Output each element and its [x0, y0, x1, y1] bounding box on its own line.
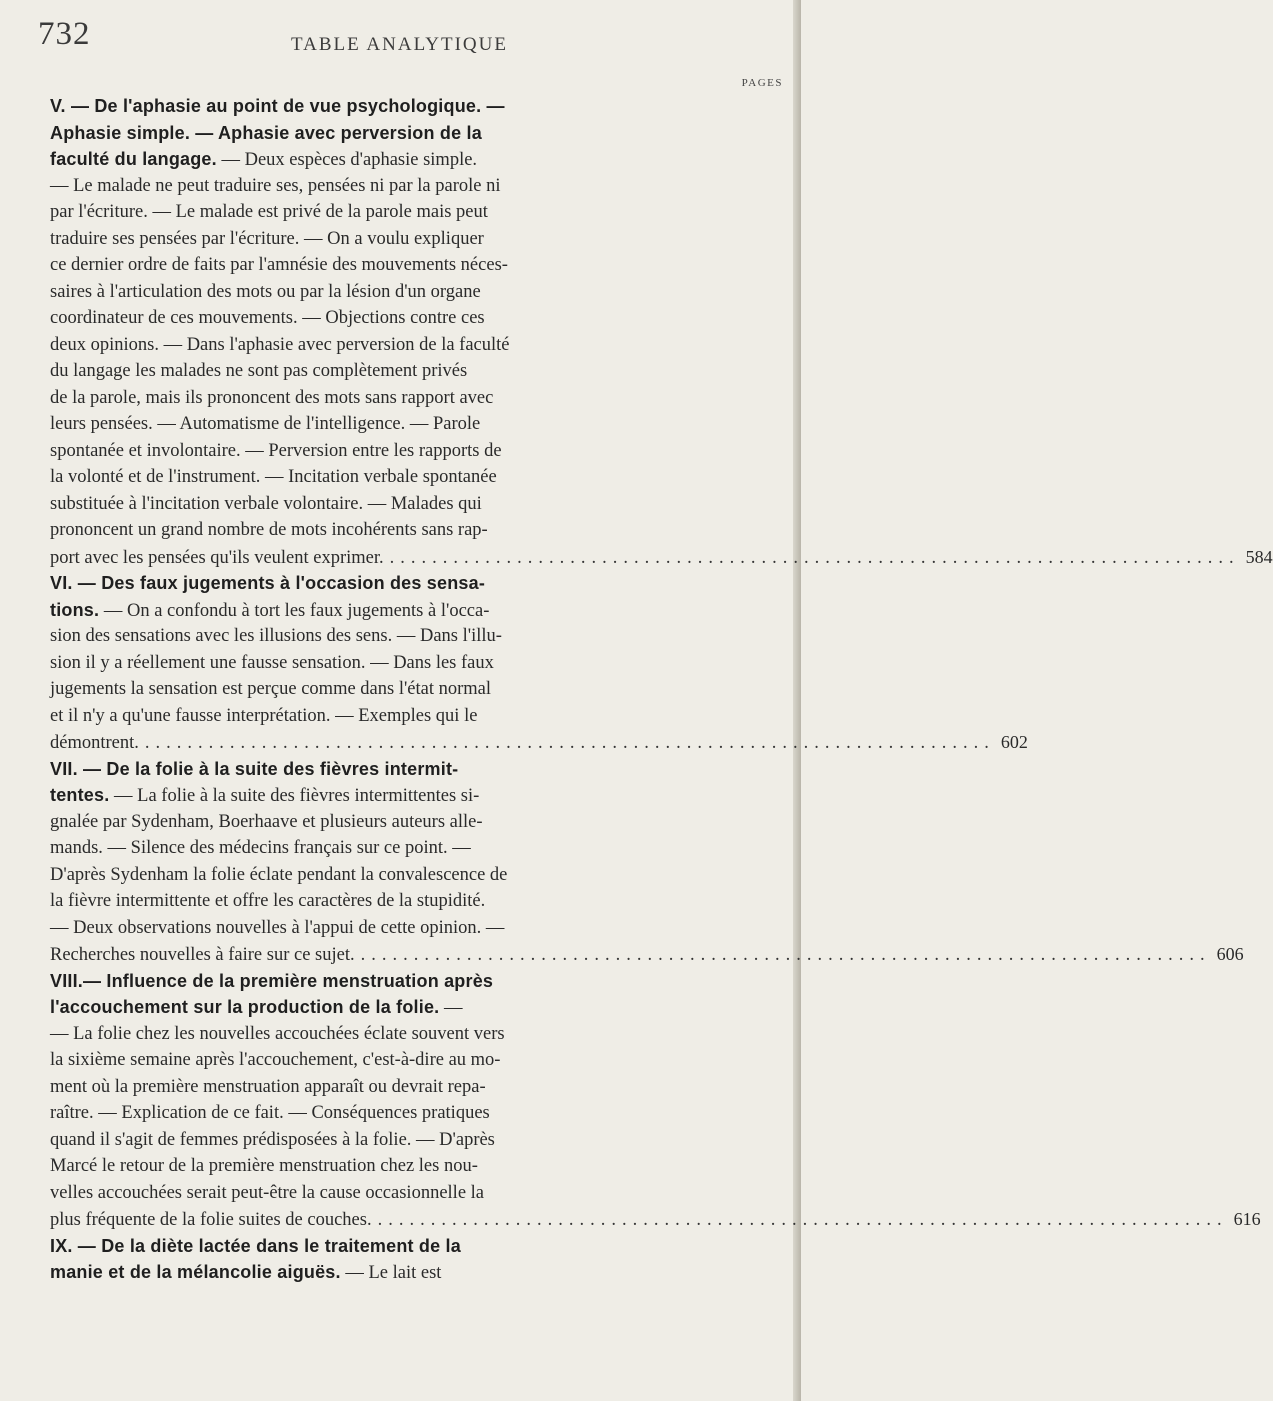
entry-line — [50, 93, 770, 120]
entry-text: deux opinions. — Dans l'aphasie avec perversion de la faculté — [50, 334, 510, 355]
entry-text: — Le malade ne peut traduire ses, pensées ni par la parole ni — [50, 175, 501, 196]
entry-text: — La folie à la suite des fièvres intermittentes si- — [109, 786, 480, 806]
entry-text: Marcé le retour de la première menstruation chez les nou- — [50, 1156, 478, 1176]
entry-text: traduire ses pensées par l'écriture. — On a voulu expliquer — [50, 228, 484, 249]
entry-line — [50, 650, 770, 677]
entry-line — [50, 1233, 770, 1260]
entry-line — [50, 968, 770, 995]
entry-text: jugements la sensation est perçue comme dans l'état normal — [50, 679, 492, 699]
entry-text: — Deux espèces d'aphasie simple. — [216, 150, 478, 170]
entry-heading: faculté du langage. — [50, 149, 217, 169]
entry-line — [50, 385, 770, 412]
entry-line — [50, 809, 770, 836]
entry-line — [50, 226, 770, 253]
entry-line — [50, 597, 770, 624]
entry-heading: tions. — [50, 599, 100, 620]
entry-text: substituée à l'incitation verbale volontaire. — Malades qui — [50, 493, 482, 514]
entry-heading: l'accouchement sur la production de la folie. — [50, 997, 440, 1017]
entry-line — [50, 756, 770, 783]
entry-text: ment où la première menstruation apparaît ou devrait repa- — [50, 1076, 486, 1097]
toc-entry — [50, 570, 1028, 756]
entry-text: gnalée par Sydenham, Boerhaave et plusieurs auteurs alle- — [50, 811, 483, 832]
entry-text: port avec les pensées qu'ils veulent exprimer. — [50, 547, 384, 568]
entry-line — [50, 676, 770, 703]
entry-line — [50, 1047, 770, 1074]
entry-heading: VIII.— Influence de la première menstruation après — [50, 970, 494, 991]
entry-heading: V. — De l'aphasie au point de vue psychologique. — — [50, 96, 505, 116]
entry-line — [50, 1153, 770, 1180]
entry-line — [50, 703, 770, 730]
entry-heading: VII. — De la folie à la suite des fièvres intermit- — [50, 758, 459, 779]
entry-heading: IX. — De la diète lactée dans le traitement de la — [50, 1235, 461, 1256]
entry-text: saires à l'articulation des mots ou par la lésion d'un organe — [50, 281, 481, 302]
entry-heading: Aphasie simple. — Aphasie avec perversion de la — [50, 122, 482, 143]
entry-line — [50, 438, 770, 465]
entry-line — [50, 464, 770, 491]
table-of-contents — [50, 93, 1273, 1286]
entry-text: la fièvre intermittente et offre les caractères de la stupidité. — [50, 891, 486, 911]
dot-leader: ................................................................................ — [377, 1210, 1228, 1230]
entry-line — [50, 888, 770, 915]
entry-text: plus fréquente de la folie suites de couches. — [50, 1210, 372, 1230]
entry-line — [50, 1180, 770, 1207]
entry-line — [50, 305, 770, 332]
entry-text: — Le lait est — [340, 1263, 442, 1283]
entry-line — [50, 332, 770, 359]
entry-last-line — [50, 544, 1273, 571]
toc-entry — [50, 1233, 770, 1286]
entry-text: la sixième semaine après l'accouchement, c'est-à-dire au mo- — [50, 1050, 501, 1070]
page-reference: 606 — [1216, 944, 1244, 964]
entry-text: par l'écriture. — Le malade est privé de la parole mais peut — [50, 202, 488, 222]
entry-last-line — [50, 729, 1028, 756]
entry-line — [50, 623, 770, 650]
entry-line — [50, 570, 770, 597]
entry-heading: VI. — Des faux jugements à l'occasion des sensa- — [50, 573, 486, 593]
entry-line — [50, 491, 770, 518]
running-title: TABLE ANALYTIQUE — [291, 34, 508, 55]
entry-line — [50, 358, 770, 385]
page-edge — [793, 0, 801, 1401]
entry-text: sion il y a réellement une fausse sensation. — Dans les faux — [50, 652, 494, 673]
entry-line — [50, 782, 770, 809]
entry-line — [50, 411, 770, 438]
entry-line — [50, 1259, 770, 1286]
entry-text: — Deux observations nouvelles à l'appui de cette opinion. — — [50, 917, 505, 938]
entry-heading: tentes. — [50, 785, 110, 805]
entry-line — [50, 1127, 770, 1154]
entry-line — [50, 199, 770, 226]
entry-line — [50, 1100, 770, 1127]
entry-line — [50, 120, 770, 147]
entry-text: D'après Sydenham la folie éclate pendant la convalescence de — [50, 864, 508, 885]
page-number: 732 — [38, 16, 91, 52]
page-header — [38, 16, 761, 55]
entry-text: démontrent. — [50, 733, 139, 753]
entry-text: et il n'y a qu'une fausse interprétation. — Exemples qui le — [50, 705, 478, 726]
dot-leader: ................................................................................ — [360, 945, 1211, 965]
page-reference: 616 — [1233, 1209, 1261, 1229]
entry-text: prononcent un grand nombre de mots incohérents sans rap- — [50, 520, 488, 540]
dot-leader: ................................................................................ — [144, 733, 995, 753]
entry-text: quand il s'agit de femmes prédisposées à la folie. — D'après — [50, 1129, 495, 1150]
entry-text: Recherches nouvelles à faire sur ce sujet. — [50, 945, 355, 965]
entry-text: ce dernier ordre de faits par l'amnésie des mouvements néces- — [50, 255, 508, 275]
entry-text: — On a confondu à tort les faux jugements à l'occa- — [99, 600, 490, 621]
entry-line — [50, 1021, 770, 1048]
entry-line — [50, 862, 770, 889]
entry-line — [50, 146, 770, 173]
entry-text: mands. — Silence des médecins français sur ce point. — — [50, 838, 471, 858]
entry-heading: manie et de la mélancolie aiguës. — [50, 1262, 341, 1282]
entry-text: — — [439, 998, 463, 1018]
entry-text: du langage les malades ne sont pas complètement privés — [50, 361, 468, 381]
toc-entry — [50, 968, 1261, 1233]
toc-entry — [50, 756, 1244, 968]
entry-text: spontanée et involontaire. — Perversion entre les rapports de — [50, 440, 502, 461]
toc-entry — [50, 93, 1273, 570]
entry-text: la volonté et de l'instrument. — Incitation verbale spontanée — [50, 467, 497, 487]
entry-last-line — [50, 1206, 1261, 1233]
entry-line — [50, 252, 770, 279]
entry-line — [50, 517, 770, 544]
entry-line — [50, 173, 770, 200]
entry-line — [50, 279, 770, 306]
pages-column-label: PAGES — [741, 77, 783, 89]
entry-text: — La folie chez les nouvelles accouchées éclate souvent vers — [50, 1023, 505, 1044]
entry-last-line — [50, 941, 1244, 968]
entry-text: leurs pensées. — Automatisme de l'intelligence. — Parole — [50, 414, 481, 434]
entry-text: sion des sensations avec les illusions des sens. — Dans l'illu- — [50, 626, 502, 646]
entry-line — [50, 1074, 770, 1101]
entry-text: de la parole, mais ils prononcent des mots sans rapport avec — [50, 387, 494, 408]
entry-text: velles accouchées serait peut-être la cause occasionnelle la — [50, 1182, 485, 1203]
entry-text: raître. — Explication de ce fait. — Conséquences pratiques — [50, 1103, 490, 1123]
entry-line — [50, 835, 770, 862]
page-reference: 602 — [1000, 732, 1028, 752]
page-reference: 584 — [1245, 546, 1273, 567]
dot-leader: ................................................................................ — [389, 547, 1240, 568]
entry-line — [50, 994, 770, 1021]
entry-text: coordinateur de ces mouvements. — Objections contre ces — [50, 308, 485, 328]
entry-line — [50, 915, 770, 942]
